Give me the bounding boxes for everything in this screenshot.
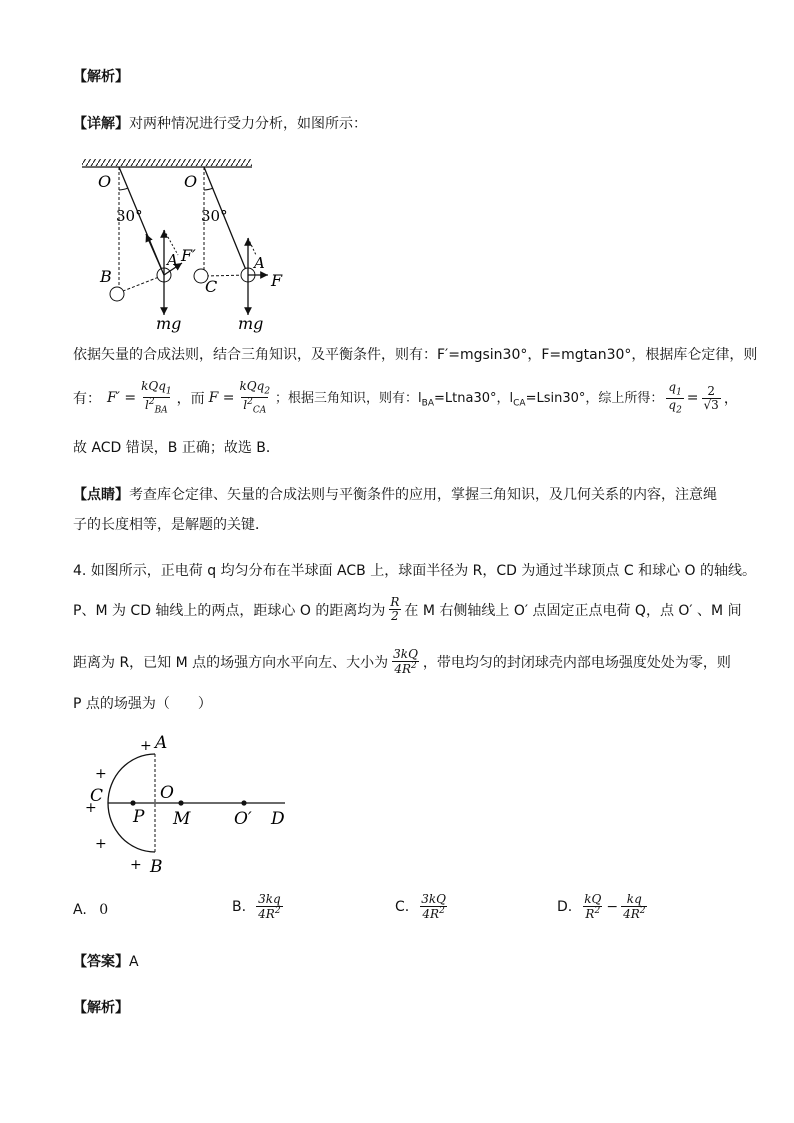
formula-you: 有： bbox=[73, 391, 101, 408]
label-A: A bbox=[155, 733, 168, 753]
f1-num: kQq bbox=[141, 379, 166, 393]
q-den: q bbox=[668, 397, 677, 412]
mid3-text: =Lsin30°，综上所得： bbox=[525, 391, 664, 407]
f2-num: kQq bbox=[239, 379, 265, 393]
ratio-eq: = bbox=[686, 390, 699, 407]
label-angle-right: 30° bbox=[201, 207, 228, 225]
mid2-text: =Ltna30°，l bbox=[434, 391, 514, 407]
answer-tag: 【答案】 bbox=[73, 954, 129, 970]
para-composition: 依据矢量的合成法则，结合三角知识，及平衡条件，则有：F′=mgsin30°，F=mgtan30°，根据库仑定律，则 bbox=[73, 347, 758, 363]
q4-line3a: 距离为 R，已知 M 点的场强方向水平向左、大小为 bbox=[73, 655, 389, 672]
q4-line3b: ，带电均匀的封闭球壳内部电场强度处处为零，则 bbox=[422, 655, 731, 672]
para-formulas bbox=[73, 380, 738, 417]
q4-field-den: 4R bbox=[394, 662, 411, 677]
formula1-frac bbox=[139, 380, 174, 417]
l-ca-sub: CA bbox=[513, 399, 526, 410]
ratio-q-frac bbox=[666, 381, 683, 417]
label-Fprime: F′ bbox=[181, 246, 196, 265]
q4-line1: 4. 如图所示，正电荷 q 均匀分布在半球面 ACB 上，球面半径为 R，CD 为通过半球顶点 C 和球心 O 的轴线。 bbox=[73, 563, 756, 579]
f2-den-sub: CA bbox=[252, 405, 267, 416]
formula2-frac bbox=[238, 380, 273, 417]
option-D-frac2 bbox=[621, 893, 647, 921]
f1-den-sub: BA bbox=[154, 405, 168, 416]
ball-B bbox=[110, 287, 124, 301]
f1-den-sup: 2 bbox=[148, 397, 155, 408]
label-M: M bbox=[173, 809, 191, 829]
option-D-frac1 bbox=[582, 893, 603, 921]
label-angle-left: 30° bbox=[116, 207, 143, 225]
option-C-sup: 2 bbox=[439, 906, 445, 917]
label-B: B bbox=[150, 857, 163, 877]
q4-r-num: R bbox=[390, 595, 400, 609]
formula1-lhs: F′ = bbox=[107, 390, 137, 407]
q-num-sub: 1 bbox=[676, 386, 682, 397]
q4-r-den: 2 bbox=[391, 609, 399, 624]
label-P: P bbox=[133, 807, 145, 827]
r-den: √3 bbox=[703, 397, 719, 412]
label-A-right: A bbox=[254, 254, 265, 272]
plus-sign-4: + bbox=[95, 836, 107, 852]
plus-sign-1: + bbox=[140, 738, 152, 754]
para-conclusion: 故 ACD 错误，B 正确；故选 B． bbox=[73, 440, 280, 456]
q4-line2b: 在 M 右侧轴线上 O′ 点固定正点电荷 Q，点 O′ 、M 间 bbox=[404, 602, 742, 619]
option-B-label: B. bbox=[232, 899, 247, 916]
formula-end: ， bbox=[723, 391, 738, 408]
plus-sign-5: + bbox=[130, 857, 142, 873]
detail-tag: 【详解】 bbox=[73, 116, 129, 132]
point-P bbox=[130, 800, 135, 805]
right-parallelogram bbox=[248, 238, 256, 255]
point-Oprime bbox=[241, 800, 246, 805]
section-header-analysis-2: 【解析】 bbox=[73, 1000, 129, 1016]
mid-text: ；根据三角知识，则有：l bbox=[275, 391, 422, 407]
option-D-num1: kQ bbox=[584, 892, 602, 906]
q4-field-den-sup: 2 bbox=[411, 661, 417, 672]
q-den-sub: 2 bbox=[676, 405, 682, 416]
option-C[interactable] bbox=[395, 893, 451, 921]
section-header-analysis: 【解析】 bbox=[73, 69, 129, 85]
option-B[interactable] bbox=[232, 893, 286, 921]
dianjing-line2: 子的长度相等，是解题的关键． bbox=[73, 517, 269, 533]
formula-er: ，而 bbox=[176, 391, 205, 408]
q4-line2a: P、M 为 CD 轴线上的两点，距球心 O 的距离均为 bbox=[73, 602, 386, 619]
option-D-sup1: 2 bbox=[594, 906, 601, 917]
point-M bbox=[178, 800, 183, 805]
option-C-frac bbox=[419, 893, 448, 921]
q4-field-num: 3kQ bbox=[393, 647, 418, 661]
q-num: q bbox=[668, 379, 677, 394]
dianjing-tag: 【点睛】 bbox=[73, 487, 129, 503]
plus-sign-2: + bbox=[95, 766, 107, 782]
option-D-minus: − bbox=[606, 899, 619, 916]
option-D-den2: 4R bbox=[623, 907, 640, 922]
label-B: B bbox=[100, 267, 112, 286]
option-D-den1: R bbox=[585, 907, 595, 922]
label-mg-left: mg bbox=[156, 314, 182, 333]
option-C-label: C. bbox=[395, 899, 410, 916]
f1-den: l bbox=[144, 398, 149, 413]
formula2-lhs: F = bbox=[208, 390, 235, 407]
hemisphere-figure bbox=[80, 726, 300, 886]
option-B-num: 3kq bbox=[258, 892, 281, 906]
label-D: D bbox=[271, 809, 285, 829]
force-diagram-figure bbox=[78, 155, 298, 335]
f1-num-sub: 1 bbox=[165, 386, 172, 397]
ceiling-hatch bbox=[82, 159, 252, 166]
label-C: C bbox=[90, 786, 104, 806]
label-O-right: O bbox=[184, 172, 198, 191]
option-A-value: 0 bbox=[99, 902, 109, 918]
option-A[interactable] bbox=[73, 902, 108, 918]
ratio-value-frac bbox=[702, 385, 721, 412]
option-A-label: A. bbox=[73, 902, 87, 918]
label-A-left: A bbox=[167, 251, 178, 269]
left-tension-arrow bbox=[146, 234, 164, 275]
right-angle-arc bbox=[204, 188, 213, 190]
formula-mid bbox=[275, 387, 663, 409]
label-O-left: O bbox=[98, 172, 112, 191]
q4-line3 bbox=[73, 648, 731, 676]
plus-sign-3: + bbox=[85, 800, 97, 816]
option-D-sup2: 2 bbox=[639, 906, 646, 917]
label-mg-right: mg bbox=[238, 314, 264, 333]
option-B-sup: 2 bbox=[274, 906, 281, 917]
f2-den: l bbox=[243, 398, 248, 413]
label-F: F bbox=[271, 271, 283, 290]
label-C: C bbox=[205, 277, 218, 296]
option-C-den: 4R bbox=[422, 907, 440, 922]
left-angle-arc bbox=[119, 188, 128, 190]
answer-value: A bbox=[129, 954, 139, 970]
label-O: O bbox=[160, 783, 174, 803]
q4-line4: P 点的场强为（ ） bbox=[73, 696, 212, 712]
option-D-label: D. bbox=[557, 899, 573, 916]
q4-field-frac bbox=[391, 648, 420, 676]
option-C-num: 3kQ bbox=[421, 892, 446, 906]
option-B-frac bbox=[256, 893, 283, 921]
f2-den-sup: 2 bbox=[247, 397, 253, 408]
label-Oprime: O′ bbox=[234, 809, 252, 829]
option-B-den: 4R bbox=[258, 907, 275, 922]
answer-line bbox=[73, 951, 139, 971]
q4-r-over-2 bbox=[388, 596, 401, 623]
option-D-num2: kq bbox=[626, 892, 642, 906]
l-ba-sub: BA bbox=[421, 399, 435, 410]
dianjing-line1 bbox=[73, 484, 717, 504]
f2-num-sub: 2 bbox=[264, 386, 271, 397]
dianjing-text1: 考查库仑定律、矢量的合成法则与平衡条件的应用，掌握三角知识，及几何关系的内容，注意绳 bbox=[129, 487, 717, 503]
detail-text: 对两种情况进行受力分析，如图所示： bbox=[129, 116, 367, 132]
detail-line bbox=[73, 113, 367, 133]
r-num: 2 bbox=[707, 383, 715, 398]
q4-line2 bbox=[73, 596, 742, 623]
option-D[interactable] bbox=[557, 893, 650, 921]
